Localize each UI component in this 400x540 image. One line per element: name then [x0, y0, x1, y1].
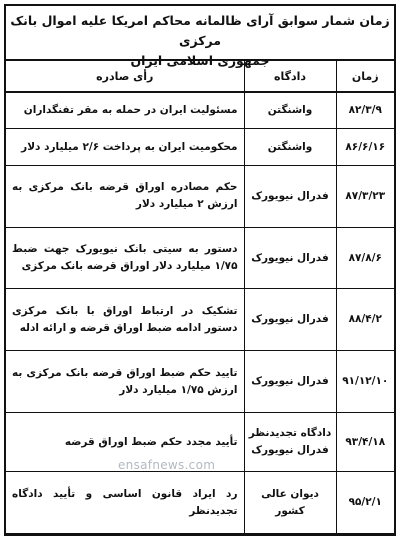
table-row [6, 92, 394, 129]
header-date: زمان [336, 61, 394, 92]
site-watermark: ensafnews.com [118, 458, 216, 472]
table-row [6, 289, 394, 351]
row-verdict-cell: مسئولیت ایران در حمله به مقر تفنگداران [6, 92, 244, 129]
row-date-cell: ۸۸/۴/۲ [336, 289, 394, 351]
table-row [6, 227, 394, 289]
row-court-cell: واشنگتن [244, 92, 336, 129]
row-date-cell: ۹۱/۱۲/۱۰ [336, 351, 394, 413]
row-court-cell: دادگاه تجدیدنظر فدرال نیویورک [244, 413, 336, 472]
row-court-cell: فدرال نیویورک [244, 289, 336, 351]
row-date-cell: ۸۷/۸/۶ [336, 227, 394, 289]
row-verdict-cell: محکومیت ایران به پرداخت ۲/۶ میلیارد دلار [6, 129, 244, 165]
row-court-cell: دیوان عالی کشور [244, 472, 336, 534]
table-row [6, 165, 394, 227]
row-date-cell: ۸۷/۳/۲۳ [336, 165, 394, 227]
header-verdict: رأی صادره [6, 61, 244, 92]
title-line-1: زمان شمار سوابق آرای ظالمانه محاکم امریکا علیه اموال بانک مرکزی [10, 13, 390, 48]
row-court-cell: فدرال نیویورک [244, 165, 336, 227]
timeline-table-frame [4, 4, 396, 536]
table-header-row [6, 61, 394, 92]
row-verdict-cell: دستور به سیتی بانک نیویورک جهت ضبط ۱/۷۵ میلیارد دلار اوراق قرضه بانک مرکزی [6, 227, 244, 289]
table-title [6, 6, 394, 68]
row-verdict-cell: حکم مصادره اوراق قرضه بانک مرکزی به ارزش ۲ میلیارد دلار [6, 165, 244, 227]
row-verdict-cell: تایید حکم ضبط اوراق قرضه بانک مرکزی به ارزش ۱/۷۵ میلیارد دلار [6, 351, 244, 413]
row-court-cell: واشنگتن [244, 129, 336, 165]
row-date-cell: ۹۵/۲/۱ [336, 472, 394, 534]
row-verdict-cell: تأیید مجدد حکم ضبط اوراق قرضه [6, 413, 244, 472]
header-court: دادگاه [244, 61, 336, 92]
row-date-cell: ۹۳/۴/۱۸ [336, 413, 394, 472]
table-row [6, 351, 394, 413]
row-court-cell: فدرال نیویورک [244, 227, 336, 289]
table-row [6, 129, 394, 165]
row-court-cell: فدرال نیویورک [244, 351, 336, 413]
row-date-cell: ۸۶/۶/۱۶ [336, 129, 394, 165]
row-verdict-cell: رد ایراد قانون اساسی و تأیید دادگاه تجدیدنظر [6, 472, 244, 534]
row-verdict-cell: تشکیک در ارتباط اوراق با بانک مرکزی دستور ادامه ضبط اوراق قرضه و ارائه ادله [6, 289, 244, 351]
title-line-2: جمهوری اسلامی ایران [130, 53, 270, 68]
table-row [6, 472, 394, 534]
row-date-cell: ۸۲/۳/۹ [336, 92, 394, 129]
